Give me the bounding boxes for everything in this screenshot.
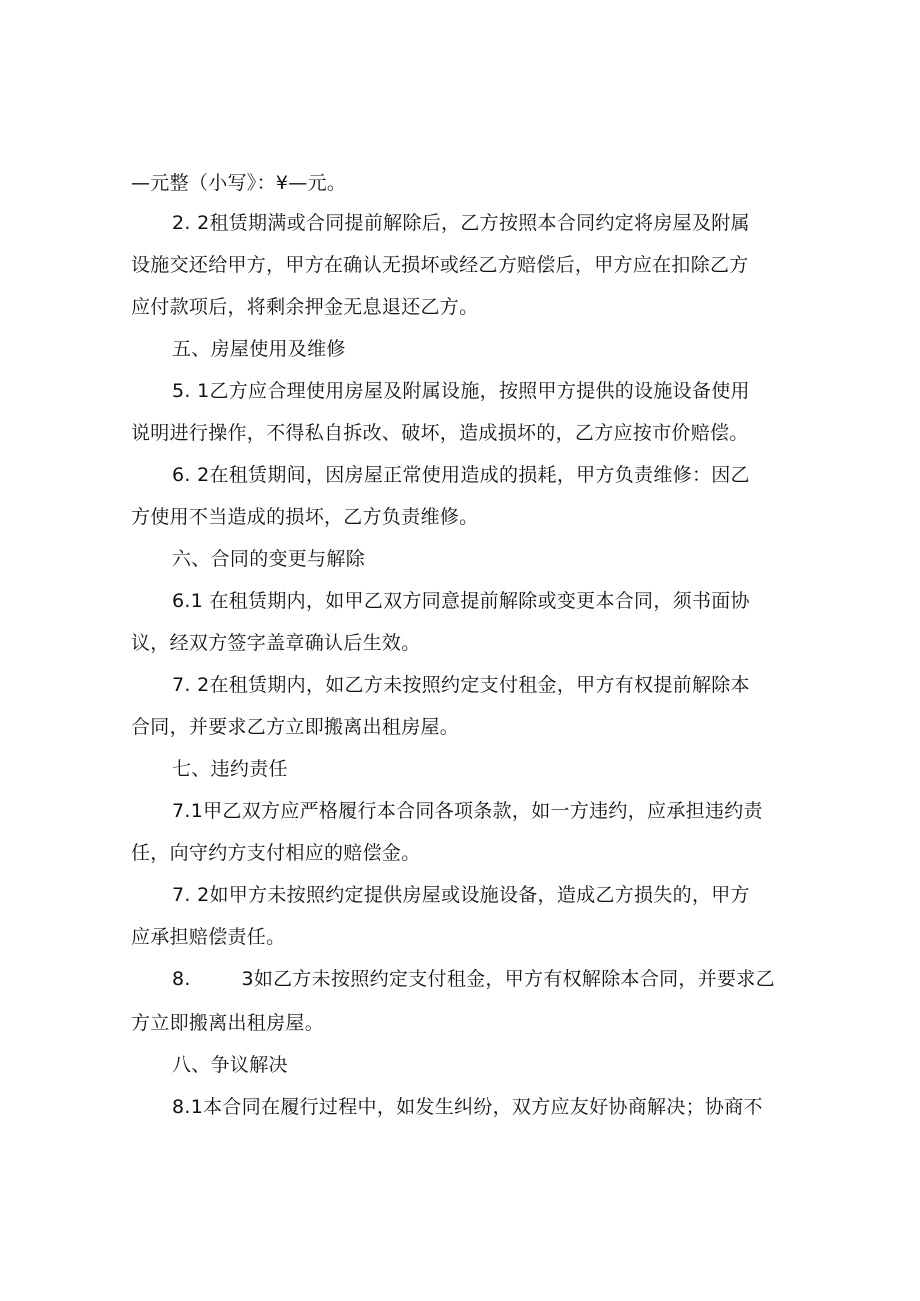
text-line: 8.1本合同在履行过程中，如发生纠纷，双方应友好协商解决；协商不 bbox=[172, 1096, 763, 1118]
text-line: 6. 2在租赁期间，因房屋正常使用造成的损耗，甲方负责维修：因乙 bbox=[172, 464, 750, 486]
section-heading: 六、合同的变更与解除 bbox=[172, 548, 366, 570]
text-line: 应承担赔偿责任。 bbox=[131, 926, 286, 948]
section-heading: 七、违约责任 bbox=[172, 758, 288, 780]
text-line: 7. 2如甲方未按照约定提供房屋或设施设备，造成乙方损失的，甲方 bbox=[172, 884, 750, 906]
text-line: 方使用不当造成的损坏，乙方负责维修。 bbox=[131, 506, 479, 528]
text-line: 方立即搬离出租房屋。 bbox=[131, 1012, 325, 1034]
text-line: 任，向守约方支付相应的赔偿金。 bbox=[131, 842, 421, 864]
text-line: 6.1 在租赁期内，如甲乙双方同意提前解除或变更本合同，须书面协 bbox=[172, 590, 750, 612]
text-line: 合同，并要求乙方立即搬离出租房屋。 bbox=[131, 716, 460, 738]
text-line: 应付款项后，将剩余押金无息退还乙方。 bbox=[131, 296, 479, 318]
text-line: 5. 1乙方应合理使用房屋及附属设施，按照甲方提供的设施设备使用 bbox=[172, 380, 750, 402]
text-line: 说明进行操作，不得私自拆改、破坏，造成损坏的，乙方应按市价赔偿。 bbox=[131, 422, 749, 444]
text-line: —元整（小写》：¥—元。 bbox=[131, 172, 347, 194]
section-heading: 五、房屋使用及维修 bbox=[172, 338, 346, 360]
text-line: 议，经双方签字盖章确认后生效。 bbox=[131, 632, 421, 654]
text-line: 7. 2在租赁期内，如乙方未按照约定支付租金，甲方有权提前解除本 bbox=[172, 674, 750, 696]
text-line: 设施交还给甲方，甲方在确认无损坏或经乙方赔偿后，甲方应在扣除乙方 bbox=[131, 254, 749, 276]
text-line: 8. 3如乙方未按照约定支付租金，甲方有权解除本合同，并要求乙 bbox=[172, 968, 775, 990]
text-line: 7.1甲乙双方应严格履行本合同各项条款，如一方违约，应承担违约责 bbox=[172, 800, 763, 822]
section-heading: 八、争议解决 bbox=[172, 1054, 288, 1076]
text-line: 2. 2租赁期满或合同提前解除后，乙方按照本合同约定将房屋及附属 bbox=[172, 212, 750, 234]
